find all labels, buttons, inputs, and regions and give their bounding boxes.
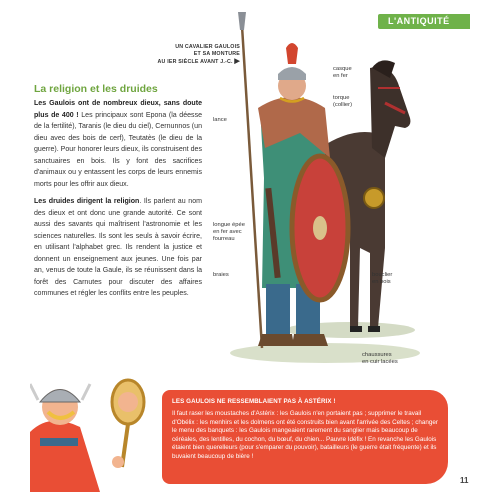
shield — [292, 156, 348, 300]
caption-line-2: ET SA MONTURE — [193, 51, 240, 57]
paragraph-druids — [34, 196, 202, 300]
spear — [242, 26, 262, 348]
gaul-horseman-illustration — [200, 8, 430, 363]
callout-title: LES GAULOIS NE RESSEMBLAIENT PAS À ASTÉRIX ! — [172, 398, 336, 405]
caption-line-1: UN CAVALIER GAULOIS — [175, 44, 240, 50]
label-spear: lance — [213, 117, 227, 123]
paragraph-druids-text: . Ils parlent au nom des dieux et ont donc une grande autorité. Ce sont aussi des savants qui maîtrisent l'astronomie et les sciences naturelles. Ils sont les seuls à savoir écrire, en utilisant l'alphabet grec. Ils rendent la justice et donnent un enseignement aux jeunes. Une fois par an, venus de toute la Gaule, ils se réunissent dans la forêt des Carnutes pour discuter des affaires communes et régler les conflits entre les peuples. — [34, 198, 202, 297]
label-trousers: braies — [213, 272, 229, 278]
cartoon-gaul-with-mirror — [30, 372, 160, 492]
paragraph-druids-lead: Les druides dirigent la religion — [34, 198, 140, 205]
label-helmet: casque en fer — [333, 66, 352, 79]
asterix-callout — [162, 390, 448, 484]
label-torque: torque (collier) — [333, 95, 353, 108]
caption-line-3: AU IER SIÈCLE AVANT J.-C. ▶ — [157, 58, 240, 65]
paragraph-gods-text: Les principaux sont Epona (la déesse de la fertilité), Taranis (le dieu du ciel), Cernunnos (un dieu avec des bois de cerf), Teutatès (le dieu de la guerre). Pour honorer leurs dieux, ils construisent des sanctuaires en bois. Ils y font des sacrifices d'animaux ou y entassent les corps de leurs ennemis morts pour les offrir aux dieux. — [34, 111, 203, 188]
label-shoes: chaussures en cuir lacées — [362, 352, 398, 365]
section-tab: L'ANTIQUITÉ — [378, 14, 470, 29]
label-shield: bouclier en bois — [372, 272, 393, 285]
article-title: La religion et les druides — [34, 83, 158, 95]
page-number: 11 — [460, 476, 469, 485]
label-sword: longue épée en fer avec fourreau — [213, 222, 245, 242]
callout-text: Il faut raser les moustaches d'Astérix : les Gaulois n'en portaient pas ; supprimer le travail d'Obélix : les menhirs et les dolmens ont été construits bien avant l'arrivée des Celtes ; changer le menu des banquets : les Gaulois mangeaient rarement du sanglier mais beaucoup de céréales, des lentilles, du cochon, du bœuf, du chien... Pauvre Idéfix ! En revanche les Gaulois étaient bien querelleurs (pour s'emparer du pouvoir), batailleurs (le guerre était fréquente) et ils buvaient beaucoup de bière ! — [172, 410, 438, 460]
paragraph-gods — [34, 98, 202, 190]
paragraph-gods-lead: Les Gaulois ont de nombreux dieux, sans doute plus de 400 ! — [34, 100, 202, 119]
article-body — [34, 98, 202, 306]
